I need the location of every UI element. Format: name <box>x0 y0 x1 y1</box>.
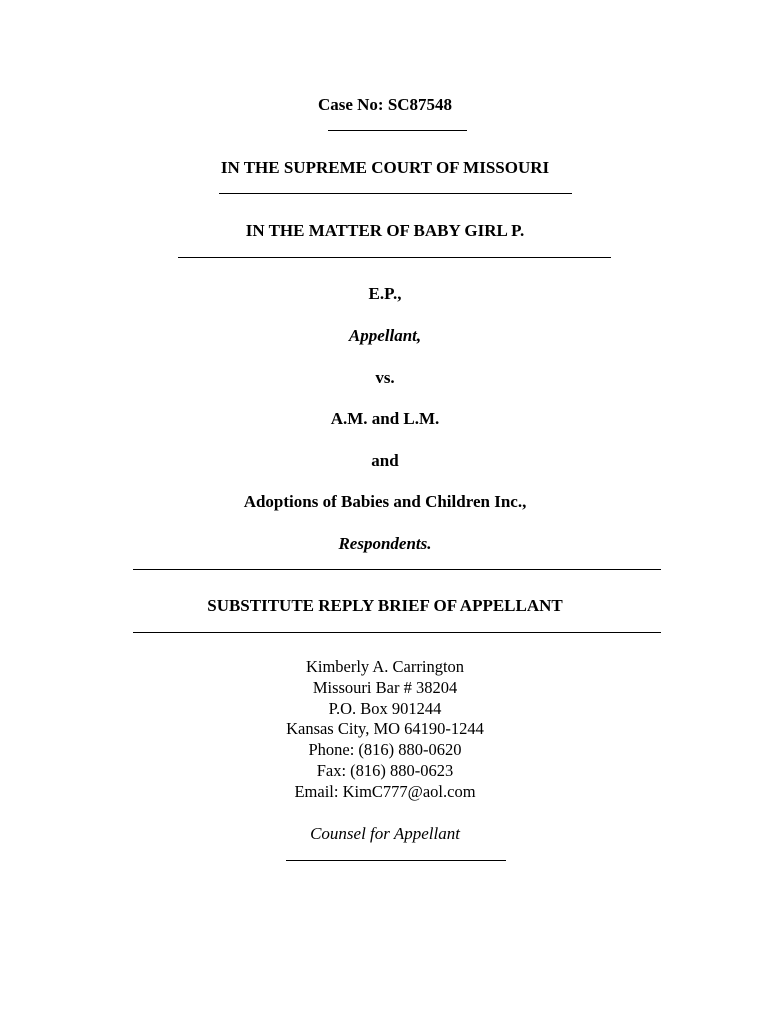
appellant-role: Appellant, <box>348 326 422 345</box>
counsel-city-state-zip: Kansas City, MO 64190-1244 <box>286 719 484 738</box>
respondent-role: Respondents. <box>338 534 432 553</box>
counsel-name: Kimberly A. Carrington <box>305 657 465 676</box>
counsel-bar-number: Missouri Bar # 38204 <box>312 678 458 697</box>
matter-title: IN THE MATTER OF BABY GIRL P. <box>245 221 525 240</box>
divider-rule <box>328 130 467 131</box>
brief-title: SUBSTITUTE REPLY BRIEF OF APPELLANT <box>207 596 563 615</box>
divider-rule <box>178 257 611 258</box>
court-name: IN THE SUPREME COURT OF MISSOURI <box>220 158 550 177</box>
signature-rule <box>286 860 506 861</box>
versus-label: vs. <box>375 368 395 387</box>
divider-rule <box>133 632 661 633</box>
counsel-fax: Fax: (816) 880-0623 <box>316 761 454 780</box>
appellant-name: E.P., <box>368 284 402 303</box>
respondent-organization: Adoptions of Babies and Children Inc., <box>243 492 527 511</box>
counsel-phone: Phone: (816) 880-0620 <box>308 740 462 759</box>
case-number: Case No: SC87548 <box>317 95 453 114</box>
respondent-names: A.M. and L.M. <box>330 409 440 428</box>
divider-rule <box>219 193 572 194</box>
divider-rule <box>133 569 661 570</box>
counsel-email: Email: KimC777@aol.com <box>294 782 476 801</box>
and-label: and <box>371 451 399 470</box>
counsel-po-box: P.O. Box 901244 <box>328 699 442 718</box>
counsel-role: Counsel for Appellant <box>310 824 460 843</box>
